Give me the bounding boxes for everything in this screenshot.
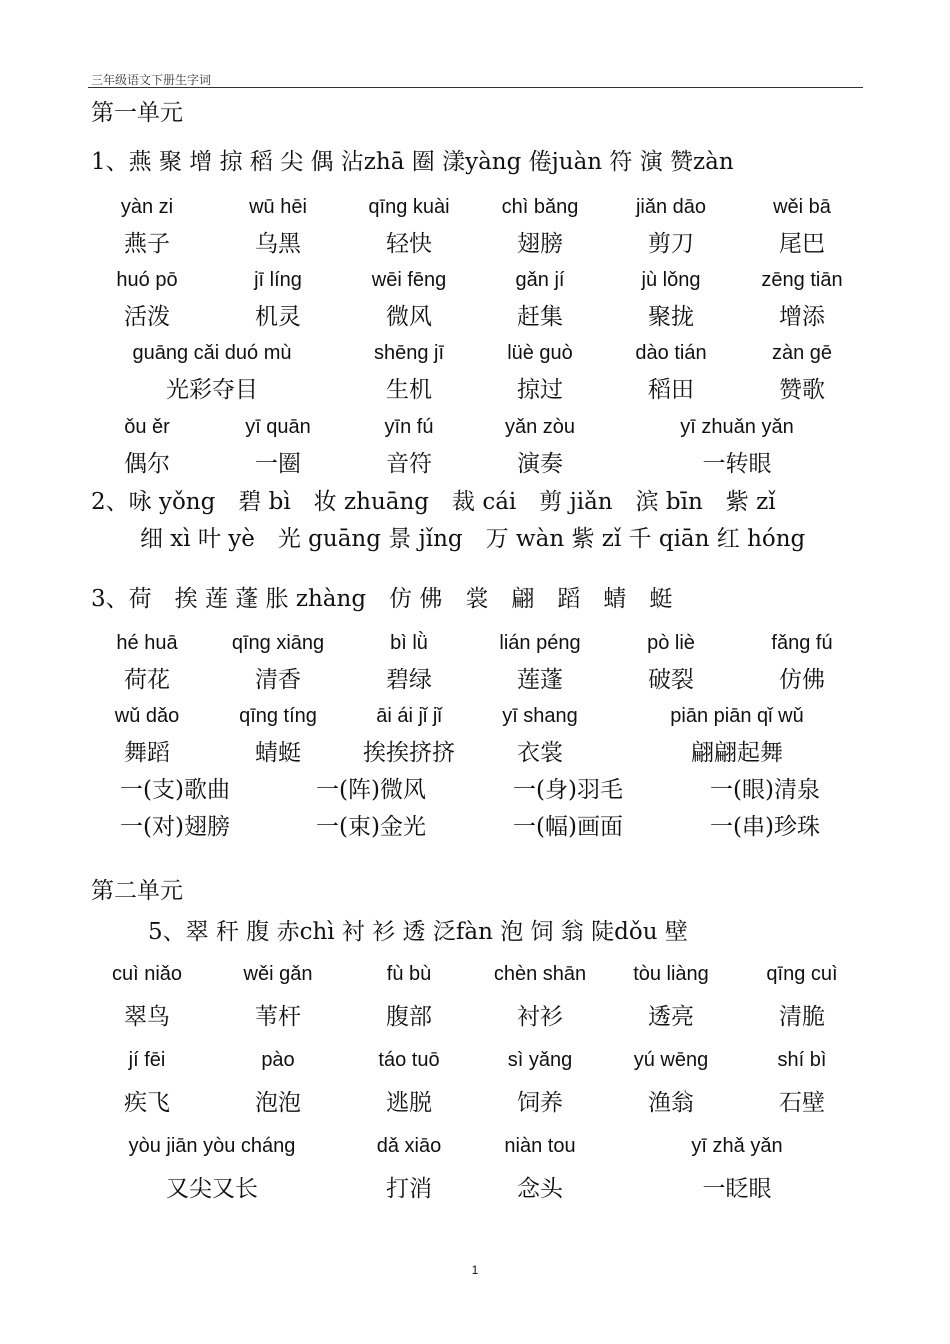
word-pinyin: yàn zi (120, 196, 174, 218)
word-hanzi: 破裂 (648, 667, 694, 693)
word-pinyin: bì lǜ (390, 632, 428, 654)
word-hanzi: 仿佛 (779, 667, 825, 693)
word-hanzi: 苇杆 (255, 1004, 301, 1030)
word-hanzi: 翅膀 (517, 231, 563, 257)
word-pinyin: jí fēi (128, 1049, 166, 1071)
word-hanzi: 挨挨挤挤 (363, 740, 455, 766)
word-pinyin: qīng cuì (766, 963, 838, 985)
word-hanzi: 音符 (386, 451, 432, 477)
word-pinyin: chì bǎng (501, 196, 579, 218)
word-pinyin: zēng tiān (761, 269, 843, 291)
word-pinyin: qīng kuài (368, 196, 450, 218)
word-hanzi: 赶集 (517, 304, 563, 330)
word-pinyin: pào (261, 1049, 295, 1071)
word-pinyin: yī zhuǎn yǎn (680, 416, 794, 438)
word-pinyin: yú wēng (633, 1049, 709, 1071)
word-hanzi: 石壁 (779, 1090, 825, 1116)
word-hanzi: 饲养 (517, 1090, 563, 1116)
word-hanzi: 机灵 (255, 304, 301, 330)
word-hanzi: 清脆 (779, 1004, 825, 1030)
word-hanzi: 微风 (386, 304, 432, 330)
word-hanzi: 掠过 (517, 377, 563, 403)
word-hanzi: 演奏 (517, 451, 563, 477)
lesson2-line1: 2、咏 yǒng 碧 bì 妆 zhuāng 裁 cái 剪 jiǎn 滨 bīn 紫 zǐ (91, 489, 776, 515)
word-pinyin: ǒu ěr (124, 416, 170, 438)
word-pinyin: jī líng (254, 269, 302, 291)
lesson3-characters: 3、荷 挨 莲 蓬 胀 zhàng 仿 佛 裳 翩 蹈 蜻 蜓 (91, 586, 673, 612)
word-pinyin: guāng cǎi duó mù (132, 342, 292, 364)
word-pinyin: yī quān (245, 416, 311, 438)
word-hanzi: 剪刀 (648, 231, 694, 257)
word-hanzi: 蜻蜓 (255, 740, 301, 766)
word-pinyin: hé huā (116, 632, 178, 654)
word-pinyin: shēng jī (373, 342, 445, 364)
word-pinyin: niàn tou (504, 1135, 576, 1157)
word-pinyin: lüè guò (507, 342, 573, 364)
word-pinyin: yīn fú (384, 416, 434, 438)
word-hanzi: 一眨眼 (702, 1176, 772, 1202)
word-hanzi: 又尖又长 (166, 1176, 258, 1202)
word-hanzi: 疾飞 (124, 1090, 170, 1116)
word-pinyin: dào tián (635, 342, 707, 364)
word-pinyin: jù lǒng (641, 269, 701, 291)
word-hanzi: 莲蓬 (517, 667, 563, 693)
word-hanzi: 赞歌 (779, 377, 825, 403)
word-pinyin: piān piān qǐ wǔ (670, 705, 804, 727)
unit1-title: 第一单元 (91, 100, 183, 126)
word-hanzi: 清香 (255, 667, 301, 693)
header-rule (88, 87, 863, 88)
word-pinyin: wū hēi (249, 196, 307, 218)
word-hanzi: 生机 (386, 377, 432, 403)
word-pinyin: lián péng (499, 632, 581, 654)
measure-word-phrase: 一(身)羽毛 (513, 777, 623, 803)
word-hanzi: 增添 (779, 304, 825, 330)
measure-word-phrase: 一(支)歌曲 (120, 777, 230, 803)
word-hanzi: 透亮 (648, 1004, 694, 1030)
word-pinyin: qīng tíng (239, 705, 317, 727)
word-hanzi: 一圈 (255, 451, 301, 477)
measure-word-phrase: 一(阵)微风 (316, 777, 426, 803)
word-pinyin: wěi bā (773, 196, 831, 218)
word-pinyin: gǎn jí (515, 269, 565, 291)
word-hanzi: 腹部 (386, 1004, 432, 1030)
word-pinyin: wǔ dǎo (114, 705, 180, 727)
word-hanzi: 乌黑 (255, 231, 301, 257)
measure-word-phrase: 一(幅)画面 (513, 814, 623, 840)
word-pinyin: wěi gǎn (243, 963, 313, 985)
measure-word-phrase: 一(束)金光 (316, 814, 426, 840)
word-pinyin: jiǎn dāo (635, 196, 707, 218)
word-pinyin: cuì niǎo (111, 963, 183, 985)
word-hanzi: 聚拢 (648, 304, 694, 330)
word-hanzi: 尾巴 (779, 231, 825, 257)
word-hanzi: 衬衫 (517, 1004, 563, 1030)
word-pinyin: āi ái jǐ jǐ (376, 705, 442, 727)
word-hanzi: 衣裳 (517, 740, 563, 766)
word-hanzi: 荷花 (124, 667, 170, 693)
word-pinyin: shí bì (777, 1049, 827, 1071)
word-hanzi: 翠鸟 (124, 1004, 170, 1030)
word-hanzi: 燕子 (124, 231, 170, 257)
page-number: 1 (471, 1263, 479, 1277)
word-hanzi: 偶尔 (124, 451, 170, 477)
word-pinyin: yī zhǎ yǎn (691, 1135, 783, 1157)
word-hanzi: 碧绿 (386, 667, 432, 693)
word-hanzi: 活泼 (124, 304, 170, 330)
measure-word-phrase: 一(对)翅膀 (120, 814, 230, 840)
word-hanzi: 一转眼 (702, 451, 772, 477)
word-pinyin: chèn shān (493, 963, 587, 985)
word-pinyin: fǎng fú (771, 632, 833, 654)
word-hanzi: 舞蹈 (124, 740, 170, 766)
word-hanzi: 稻田 (648, 377, 694, 403)
unit2-title: 第二单元 (91, 878, 183, 904)
word-pinyin: qīng xiāng (231, 632, 325, 654)
word-pinyin: zàn gē (771, 342, 833, 364)
page-header: 三年级语文下册生字词 (91, 73, 212, 87)
word-hanzi: 光彩夺目 (166, 377, 258, 403)
word-pinyin: tòu liàng (633, 963, 709, 985)
word-hanzi: 轻快 (386, 231, 432, 257)
word-hanzi: 渔翁 (648, 1090, 694, 1116)
word-hanzi: 念头 (517, 1176, 563, 1202)
word-pinyin: pò liè (647, 632, 695, 654)
word-pinyin: huó pō (116, 269, 178, 291)
word-pinyin: sì yǎng (507, 1049, 573, 1071)
word-pinyin: yī shang (502, 705, 578, 727)
measure-word-phrase: 一(串)珍珠 (710, 814, 820, 840)
lesson5-characters: 5、翠 秆 腹 赤chì 衬 衫 透 泛fàn 泡 饲 翁 陡dǒu 壁 (148, 919, 688, 945)
lesson1-characters: 1、燕 聚 增 掠 稻 尖 偶 沾zhā 圈 漾yàng 倦juàn 符 演 赞zàn (91, 149, 734, 175)
word-pinyin: dǎ xiāo (376, 1135, 442, 1157)
word-pinyin: fù bù (386, 963, 432, 985)
word-hanzi: 逃脱 (386, 1090, 432, 1116)
measure-word-phrase: 一(眼)清泉 (710, 777, 820, 803)
word-hanzi: 泡泡 (255, 1090, 301, 1116)
word-hanzi: 翩翩起舞 (691, 740, 783, 766)
word-pinyin: yǎn zòu (504, 416, 576, 438)
word-pinyin: táo tuō (378, 1049, 440, 1071)
word-hanzi: 打消 (386, 1176, 432, 1202)
word-pinyin: wēi fēng (371, 269, 447, 291)
word-pinyin: yòu jiān yòu cháng (128, 1135, 296, 1157)
lesson2-line2: 细 xì 叶 yè 光 guāng 景 jǐng 万 wàn 紫 zǐ 千 qiān 红 hóng (140, 526, 806, 552)
